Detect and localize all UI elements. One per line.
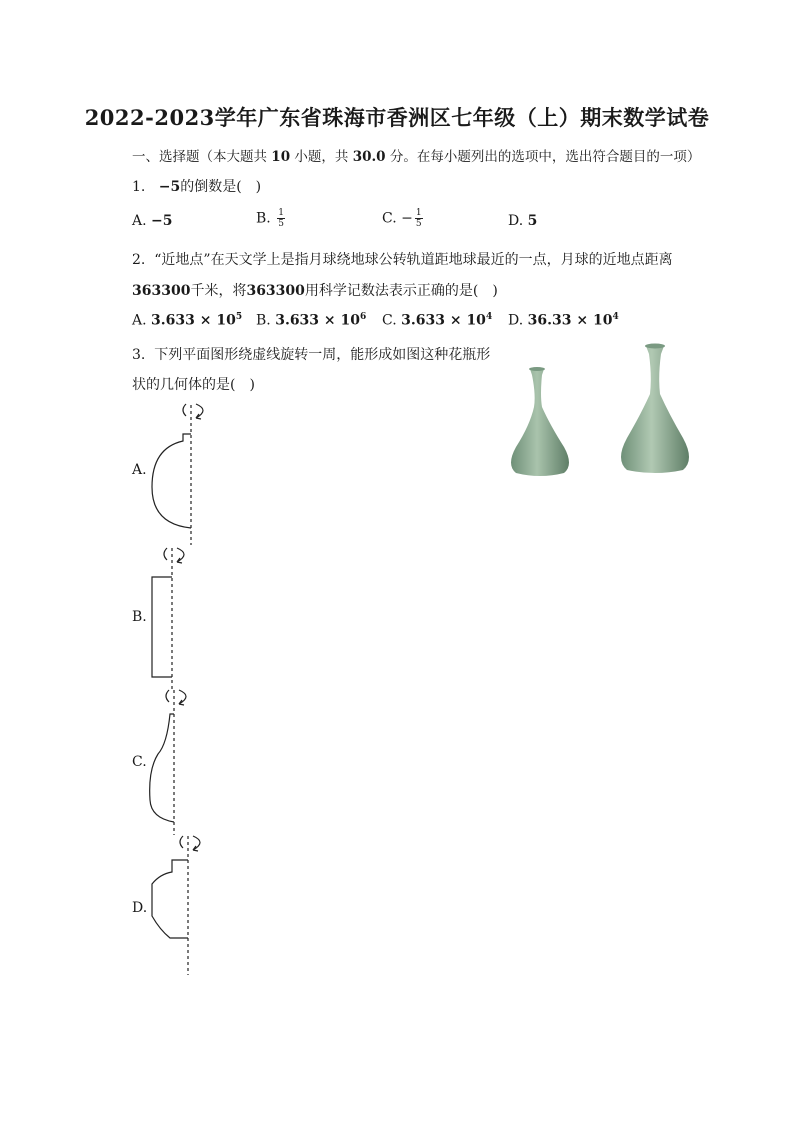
question-2-line-2: 363300千米，将363300用科学记数法表示正确的是( ) <box>132 283 498 299</box>
q1-option-a[interactable]: A. −5 <box>132 213 173 229</box>
figure-b <box>152 548 184 690</box>
q2-option-a[interactable]: A. $3.633 \times 10^5$ <box>132 312 243 329</box>
q1-expression: −5 <box>158 179 181 195</box>
fraction: $\frac{1}{5}$ <box>278 208 284 229</box>
q1-number: 1. <box>132 179 146 195</box>
figure-a <box>152 404 203 545</box>
q1-option-b[interactable]: B. $\frac{1}{5}$ <box>256 208 284 229</box>
q3-option-d[interactable]: D. <box>132 900 148 916</box>
q1-option-c[interactable]: C. − $\frac{1}{5}$ <box>382 208 422 229</box>
section-count: 10 <box>271 149 291 165</box>
q2-option-c[interactable]: C. $3.633 \times 10^4$ <box>382 312 493 329</box>
q2-option-d[interactable]: D. $36.33 \times 10^4$ <box>508 312 619 329</box>
q1-option-d[interactable]: D. 5 <box>508 213 538 229</box>
fraction: $\frac{1}{5}$ <box>415 208 422 229</box>
question-3-line-1: 3. 下列平面图形绕虚线旋转一周，能形成如图这种花瓶形 <box>132 347 491 363</box>
page-title: 2022-2023学年广东省珠海市香洲区七年级（上）期末数学试卷 <box>84 105 710 130</box>
q3-option-b[interactable]: B. <box>132 609 147 625</box>
q2-option-b[interactable]: B. $3.633 \times 10^6$ <box>256 312 367 329</box>
question-3-line-2: 状的几何体的是( ) <box>132 377 255 393</box>
section-score: 30.0 <box>352 149 386 165</box>
figure-d <box>152 836 200 975</box>
section-suffix: 分。在每小题列出的选项中，选出符合题目的一项） <box>389 149 701 165</box>
q3-option-a[interactable]: A. <box>132 462 147 478</box>
section-prefix: 一、选择题（本大题共 <box>132 149 267 165</box>
q3-option-c[interactable]: C. <box>132 754 147 770</box>
q1-text: 的倒数是( ) <box>180 179 262 195</box>
question-2-line-1: 2. “近地点”在天文学上是指月球绕地球公转轨道距地球最近的一点，月球的近地点距离 <box>132 252 673 268</box>
figure-c <box>150 690 186 835</box>
section-mid: 小题，共 <box>294 149 349 165</box>
